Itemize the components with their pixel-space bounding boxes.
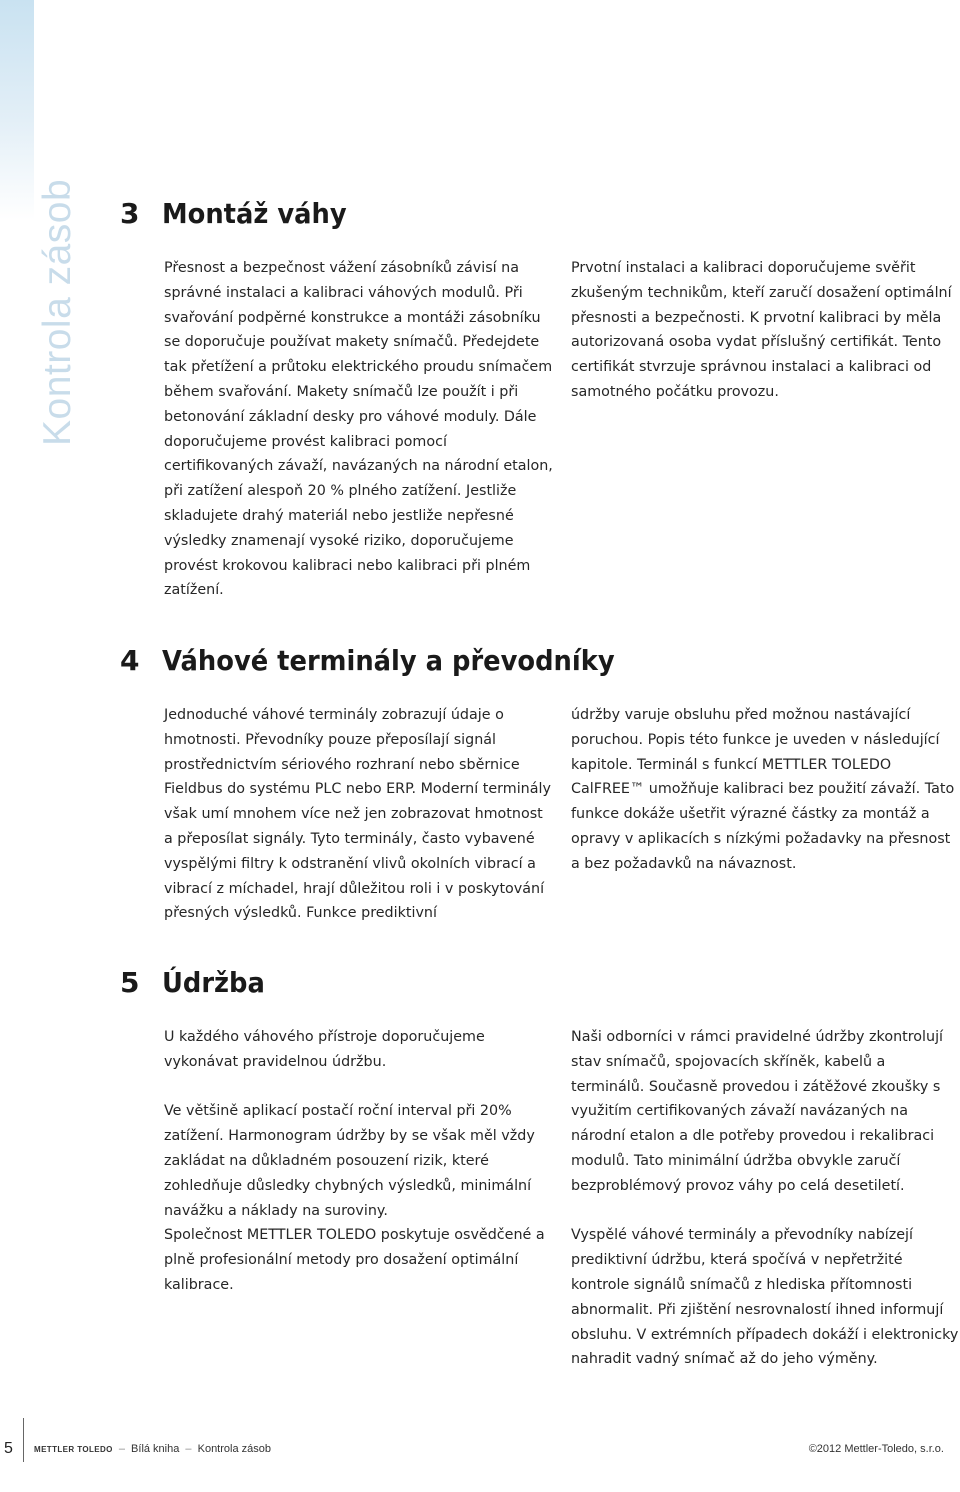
footer-divider	[23, 1418, 24, 1462]
copyright: ©2012 Mettler-Toledo, s.r.o.	[808, 1443, 944, 1455]
paragraph: Jednoduché váhové terminály zobrazují údaje o hmotnosti. Převodníky pouze přeposílají signál prostřednictvím sériového rozhraní nebo sběrnice Fieldbus do systému PLC nebo ERP. Moderní terminály však umí mnohem více než jen zobrazovat hmotnost a přeposílat signály. Tyto terminály, často vybavené vyspělými filtry k odstranění vlivů okolních vibrací a vibrací z míchadel, hrají důležitou roli i v poskytování přesných výsledků. Funkce prediktivní	[164, 707, 551, 922]
section-3-right-column	[571, 256, 960, 405]
section-title: Údržba	[162, 966, 265, 999]
paragraph: Prvotní instalaci a kalibraci doporučujeme svěřit zkušeným technikům, kteří zaručí dosažení optimální přesnosti a bezpečnosti. K prvotní kalibraci by měla autorizovaná osoba vydat příslušný certifikát. Tento certifikát stvrzuje správnou instalaci a kalibraci od samotného počátku provozu.	[571, 260, 952, 400]
section-title: Váhové terminály a převodníky	[162, 644, 615, 677]
section-5-heading	[120, 966, 274, 1000]
document-topic: Kontrola zásob	[197, 1443, 271, 1455]
edge-accent-bar	[0, 0, 34, 220]
paragraph: Společnost METTLER TOLEDO poskytuje osvědčené a plně profesionální metody pro dosažení optimální kalibrace.	[164, 1227, 545, 1293]
section-3-heading	[120, 197, 363, 231]
page-number: 5	[4, 1440, 13, 1457]
section-number: 5	[120, 966, 140, 999]
paragraph: Přesnost a bezpečnost vážení zásobníků závisí na správné instalaci a kalibraci váhových modulů. Při svařování podpěrné konstrukce a montáži zásobníku se doporučuje používat makety snímačů. Předejdete tak přetížení a průtoku elektrického proudu snímačem během svařování. Makety snímačů lze použít i při betonování základní desky pro váhové moduly. Dále doporučujeme provést kalibraci pomocí certifikovaných závaží, navázaných na národní etalon, při zatížení alespoň 20 % plného zatížení. Jestliže skladujete drahý materiál nebo jestliže nepřesné výsledky znamenají vysoké riziko, doporučujeme provést krokovou kalibraci nebo kalibraci při plném zatížení.	[164, 260, 553, 599]
document-type: Bílá kniha	[131, 1443, 180, 1455]
paragraph: údržby varuje obsluhu před možnou nastávající poruchou. Popis této funkce je uveden v následující kapitole. Terminál s funkcí METTLER TOLEDO CalFREE™ umožňuje kalibraci bez použití závaží. Tato funkce dokáže ušetřit výrazné částky za montáž a opravy v aplikacích s nízkými požadavky na přesnost a bez požadavků na návaznost.	[571, 707, 955, 872]
brand-name: METTLER TOLEDO	[34, 1445, 113, 1454]
footer-left: METTLER TOLEDO – Bílá kniha – Kontrola zásob	[34, 1443, 271, 1455]
section-number: 4	[120, 644, 140, 677]
section-5-right-column	[571, 1025, 960, 1372]
section-number: 3	[120, 197, 140, 230]
paragraph: U každého váhového přístroje doporučujeme vykonávat pravidelnou údržbu.	[164, 1029, 485, 1070]
section-4-right-column	[571, 703, 960, 877]
side-section-title: Kontrola zásob	[36, 178, 79, 446]
section-4-left-column	[164, 703, 556, 926]
paragraph: Ve většině aplikací postačí roční interval při 20% zatížení. Harmonogram údržby by se však měl vždy zakládat na důkladném posouzení rizik, které zohledňuje důsledky chybných výsledků, minimální navážku a náklady na suroviny.	[164, 1103, 535, 1219]
section-title: Montáž váhy	[162, 197, 347, 230]
paragraph: Vyspělé váhové terminály a převodníky nabízejí prediktivní údržbu, která spočívá v nepřetržité kontrole signálů snímačů z hlediska přítomnosti abnormalit. Při zjištění nesrovnalostí ihned informují obsluhu. V extrémních případech dokáží i elektronicky nahradit vadný snímač až do jeho výměny.	[571, 1227, 959, 1368]
section-3-left-column	[164, 256, 556, 603]
paragraph: Naši odborníci v rámci pravidelné údržby zkontrolují stav snímačů, spojovacích skříněk, kabelů a terminálů. Současně provedou i zátěžové zkoušky s využitím certifikovaných závaží navázaných na národní etalon a dle potřeby provedou i rekalibraci modulů. Tato minimální údržba obvykle zaručí bezproblémový provoz váhy po celá desetiletí.	[571, 1029, 944, 1194]
section-4-heading	[120, 644, 654, 678]
section-5-left-column	[164, 1025, 556, 1298]
